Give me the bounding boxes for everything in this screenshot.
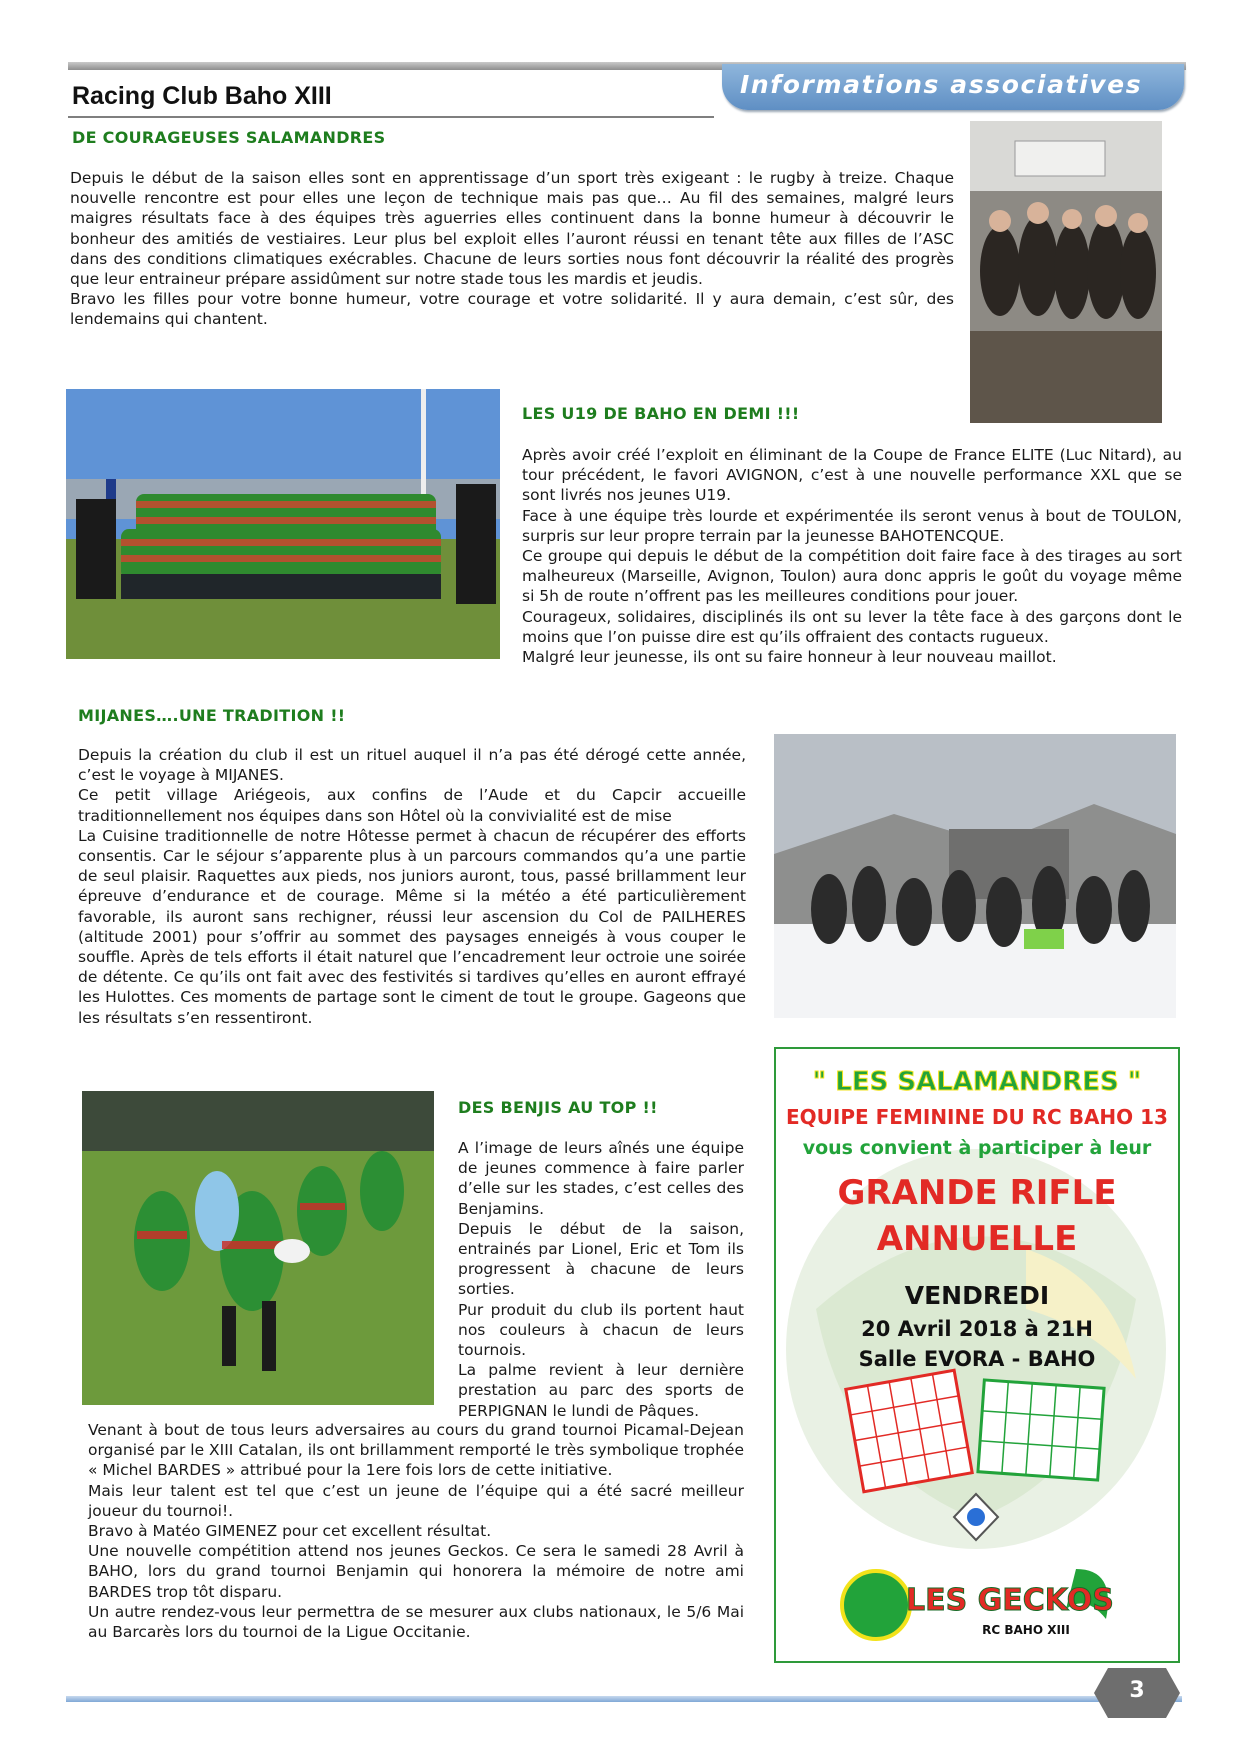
- poster-line-5: ANNUELLE: [876, 1219, 1078, 1259]
- article-mijanes-paragraph-1: Depuis la création du club il est un rituel auquel il n’a pas été dérogé cette année, c’est le voyage à MIJANES.: [78, 746, 746, 785]
- poster-line-4: GRANDE RIFLE: [837, 1173, 1117, 1213]
- club-title: Racing Club Baho XIII: [72, 82, 332, 110]
- title-underline: [68, 116, 714, 118]
- article-benjis-paragraph-2: Depuis le début de la saison, entrainés par Lionel, Eric et Tom ils progressent à chacune de leurs sorties.: [458, 1219, 744, 1299]
- photo-u19-team: [66, 389, 500, 659]
- article-u19-paragraph-4: Courageux, solidaires, disciplinés ils ont su lever la tête face à des garçons dont le moins que l’on puisse dire est qu’ils offraient des contacts rugueux.: [522, 607, 1182, 646]
- article-benjis-paragraph-4: La palme revient à leur dernière prestation au parc des sports de PERPIGNAN le lundi de Pâques.: [458, 1361, 744, 1420]
- section-tab: [722, 64, 1184, 110]
- article-benjis-title: DES BENJIS AU TOP !!: [458, 1098, 658, 1117]
- article-benjis-body: [88, 1420, 744, 1642]
- article-salamandres-body: [70, 168, 954, 330]
- article-mijanes-title: MIJANES….UNE TRADITION !!: [78, 706, 346, 725]
- poster-line-8: Salle EVORA - BAHO: [858, 1347, 1096, 1371]
- article-u19-paragraph-2: Face à une équipe très lourde et expérimentée ils seront venus à bout de TOULON, surpris sur leur propre terrain par la jeunesse BAHOTENCQUE.: [522, 506, 1182, 545]
- poster-rifle-announcement: [774, 1047, 1180, 1663]
- photo-benjis-match: [82, 1091, 434, 1405]
- article-u19-paragraph-3: Ce groupe qui depuis le début de la compétition doit faire face à des tirages au sort malheureux (Marseille, Avignon, Toulon) aura donc appris le goût du voyage même si 5h de route n’offrent pas les meilleures conditions pour jouer.: [522, 547, 1182, 606]
- bingo-card-left-icon: [846, 1370, 972, 1492]
- article-mijanes-body: [78, 745, 746, 1028]
- footer-bar: [66, 1696, 1182, 1702]
- article-benjis-paragraph-9: Un autre rendez-vous leur permettra de se mesurer aux clubs nationaux, le 5/6 Mai au Barcarès lors du tournoi de la Ligue Occitanie.: [88, 1602, 744, 1642]
- photo-mijanes-group: [774, 734, 1176, 1018]
- article-benjis-column: [458, 1138, 744, 1421]
- section-title: Informations associatives: [740, 70, 1143, 99]
- article-u19-paragraph-1: Après avoir créé l’exploit en éliminant de la Coupe de France ELITE (Luc Nitard), au tour précédent, le favori AVIGNON, c’est à une nouvelle performance XXL que se sont livrés nos jeunes U19.: [522, 446, 1182, 505]
- article-benjis-paragraph-7: Bravo à Matéo GIMENEZ pour cet excellent résultat.: [88, 1522, 492, 1541]
- poster-line-3: vous convient à participer à leur: [802, 1137, 1152, 1159]
- poster-logo-text: LES GECKOS: [906, 1583, 1114, 1618]
- article-u19-body: [522, 445, 1182, 667]
- article-benjis-paragraph-8: Une nouvelle compétition attend nos jeunes Geckos. Ce sera le samedi 28 Avril à BAHO, lors du grand tournoi Benjamin qui honorera la mémoire de notre ami BARDES trop tôt disparu.: [88, 1542, 744, 1601]
- article-benjis-paragraph-5: Venant à bout de tous leurs adversaires au cours du grand tournoi Picamal-Dejean organisé par le XIII Catalan, ils ont brillamment remporté le très symbolique trophée « Michel BARDES » attribué pour la 1ere fois lors de cette initiative.: [88, 1421, 744, 1480]
- article-benjis-paragraph-3: Pur produit du club ils portent haut nos couleurs à chacun de leurs tournois.: [458, 1300, 744, 1360]
- poster-line-2: EQUIPE FEMININE DU RC BAHO 13: [786, 1105, 1168, 1129]
- article-mijanes-paragraph-3: La Cuisine traditionnelle de notre Hôtesse permet à chacun de récupérer des efforts consentis. Car le séjour s’apparente plus à un parcours commandos qu’a une partie de seul plaisir. Raquettes aux pieds, nos juniors auront, tous, passé brillamment leur épreuve d’endurance et de courage. Même si la météo a été particulièrement favorable, ils auront sans rechigner, réussi leur ascension du Col de PAILHERES (altitude 2001) pour s’offrir au sommet des paysages enneigés à vous couper le souffle. Après de tels efforts il était naturel que l’encadrement leur octroie une soirée de détente. Ce qu’ils ont fait avec des festivités si tardives qu’elles en auront effrayé les Hulottes. Ces moments de partage sont le ciment de tout le groupe. Gageons que les résultats s’en ressentiront.: [78, 826, 746, 1027]
- article-salamandres-paragraph-2: Bravo les filles pour votre bonne humeur, votre courage et votre solidarité. Il y aura demain, c’est sûr, des lendemains qui chantent.: [70, 290, 954, 329]
- bingo-card-right-icon: [978, 1380, 1104, 1480]
- article-u19-paragraph-5: Malgré leur jeunesse, ils ont su faire honneur à leur nouveau maillot.: [522, 648, 1057, 667]
- poster-logo-subtitle: RC BAHO XIII: [982, 1623, 1070, 1637]
- article-benjis-paragraph-6: Mais leur talent est tel que c’est un jeune de l’équipe qui a été sacré meilleur joueur du tournoi!.: [88, 1481, 744, 1520]
- page-number-badge: [1094, 1668, 1180, 1718]
- poster-line-6: VENDREDI: [904, 1281, 1050, 1310]
- article-salamandres-title: DE COURAGEUSES SALAMANDRES: [72, 128, 386, 147]
- article-u19-title: LES U19 DE BAHO EN DEMI !!!: [522, 404, 800, 423]
- page-number: 3: [1129, 1678, 1145, 1703]
- photo-salamandres-team: [970, 121, 1162, 423]
- article-salamandres-paragraph: Depuis le début de la saison elles sont en apprentissage d’un sport très exigeant : le rugby à treize. Chaque nouvelle rencontre est pour elles une leçon de technique mais pas que… Au fil des semaines, malgré leurs maigres résultats face à des équipes très aguerries elles continuent dans la bonne humeur à découvrir le bonheur des amitiés de vestiaires. Leur plus bel exploit elles l’auront réussi en tenant tête aux filles de l’ASC dans des conditions climatiques exécrables. Chacune de leurs sorties nous font découvrir la réalité des progrès que leur entraineur prépare assidûment sur notre stade tous les mardis et jeudis.: [70, 169, 954, 289]
- poster-line-7: 20 Avril 2018 à 21H: [861, 1317, 1093, 1341]
- article-mijanes-paragraph-2: Ce petit village Ariégeois, aux confins de l’Aude et du Capcir accueille traditionnellement nos équipes dans son Hôtel où la convivialité est de mise: [78, 786, 746, 825]
- poster-line-1: " LES SALAMANDRES ": [812, 1067, 1142, 1097]
- article-benjis-paragraph-1: A l’image de leurs aînés une équipe de jeunes commence à faire parler d’elle sur les stades, c’est celles des Benjamins.: [458, 1139, 744, 1218]
